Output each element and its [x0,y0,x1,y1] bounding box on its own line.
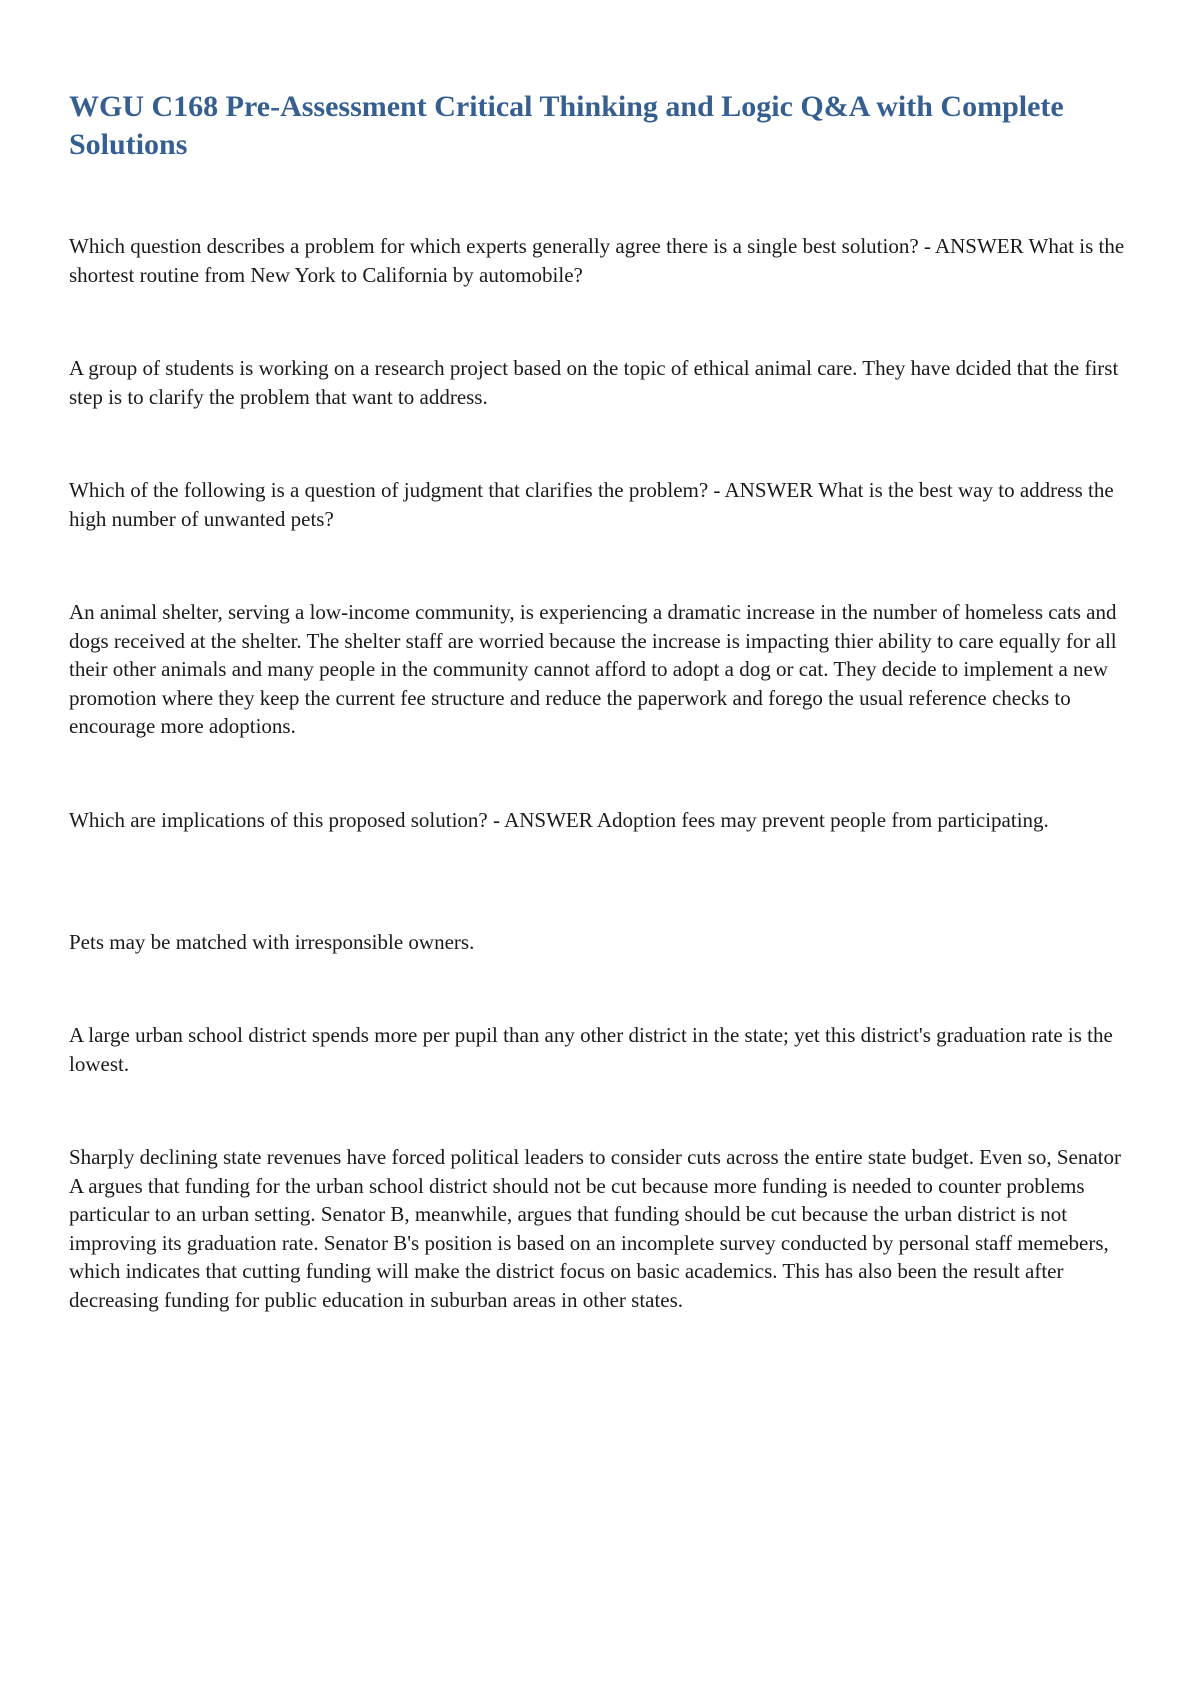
context-paragraph-8: Sharply declining state revenues have forced political leaders to consider cuts across the entire state budget. Even so, Senator A argues that funding for the urban school district should not be cut because more funding is needed to counter problems particular to an urban setting. Senator B, meanwhile, argues that funding should be cut because the urban district is not improving its graduation rate. Senator B's position is based on an incomplete survey conducted by personal staff memebers, which indicates that cutting funding will make the district focus on basic academics. This has also been the result after decreasing funding for public education in suburban areas in other states. [69,1145,1121,1312]
context-paragraph-7: A large urban school district spends more per pupil than any other district in the state; yet this district's graduation rate is the lowest. [69,1023,1113,1076]
context-paragraph-4: An animal shelter, serving a low-income community, is experiencing a dramatic increase in the number of homeless cats and dogs received at the shelter. The shelter staff are worried because the increase is impacting thier ability to care equally for all their other animals and many people in the community cannot afford to adopt a dog or cat. They decide to implement a new promotion where they keep the current fee structure and reduce the paperwork and forego the usual reference checks to encourage more adoptions. [69,600,1117,739]
page-title: WGU C168 Pre-Assessment Critical Thinking and Logic Q&A with Complete Solutions [69,90,1064,161]
context-paragraph-2: A group of students is working on a research project based on the topic of ethical animal care. They have dcided that the first step is to clarify the problem that want to address. [69,356,1119,409]
answer-paragraph-6: Pets may be matched with irresponsible owners. [69,930,475,954]
qa-paragraph-3: Which of the following is a question of judgment that clarifies the problem? - ANSWER What is the best way to address the high number of unwanted pets? [69,478,1114,531]
qa-paragraph-5: Which are implications of this proposed solution? - ANSWER Adoption fees may prevent people from participating. [69,808,1049,832]
qa-paragraph-1: Which question describes a problem for which experts generally agree there is a single best solution? - ANSWER What is the shortest routine from New York to California by automobile? [69,234,1125,287]
